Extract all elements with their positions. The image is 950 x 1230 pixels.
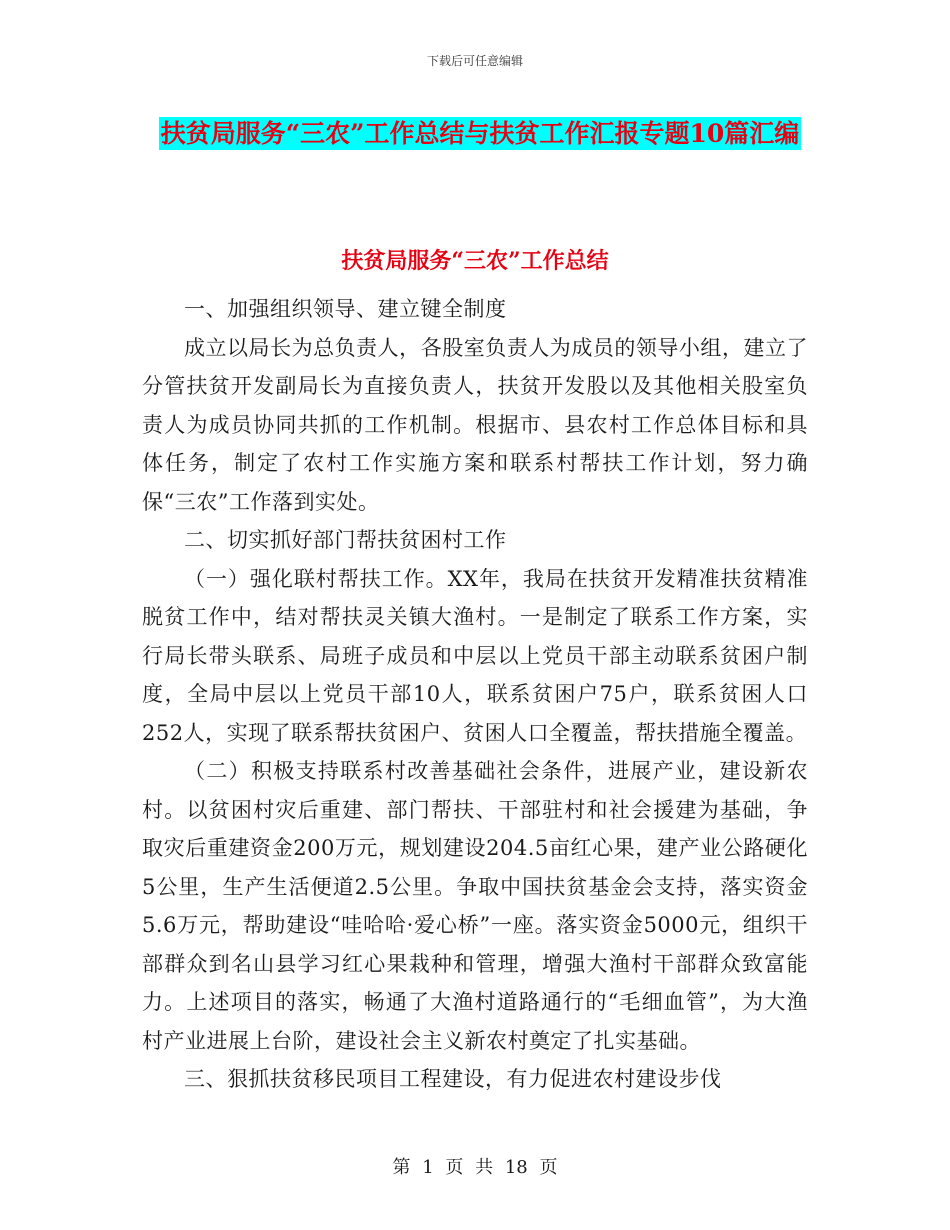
section-title: 扶贫局服务“三农”工作总结: [341, 248, 609, 274]
paragraph: 二、切实抓好部门帮扶贫困村工作: [184, 528, 507, 552]
paragraph: （二）积极支持联系村改善基础社会条件，进展产业，建设新农村。以贫困村灾后重建、部门帮扶、干部驻村和社会援建为基础，争取灾后重建资金200万元，规划建设204.5亩红心果，建产业公路硬化5公里，生产生活便道2.5公里。争取中国扶贫基金会支持，落实资金5.6万元，帮助建设“哇哈哈·爱心桥”一座。落实资金5000元，组织干部群众到名山县学习红心果栽种和管理，增强大渔村干部群众致富能力。上述项目的落实，畅通了大渔村道路通行的“毛细血管”，为大渔村产业进展上台阶，建设社会主义新农村奠定了扎实基础。: [142, 759, 808, 1053]
body-text: [142, 290, 808, 1099]
paragraph: 一、加强组织领导、建立键全制度: [184, 297, 507, 321]
document-title-text: 扶贫局服务“三农”工作总结与扶贫工作汇报专题10篇汇编: [160, 119, 800, 148]
page-number-footer: 第 1 页 共 18 页: [392, 1157, 558, 1178]
header-note: 下载后可任意编辑: [426, 54, 523, 68]
document-title: [140, 108, 820, 159]
paragraph: 三、狠抓扶贫移民项目工程建设，有力促进农村建设步伐: [184, 1067, 722, 1091]
paragraph: 成立以局长为总负责人，各股室负责人为成员的领导小组，建立了分管扶贫开发副局长为直接负责人，扶贫开发股以及其他相关股室负责人为成员协同共抓的工作机制。根据市、县农村工作总体目标和具体任务，制定了农村工作实施方案和联系村帮扶工作计划，努力确保“三农”工作落到实处。: [142, 335, 808, 514]
paragraph: （一）强化联村帮扶工作。XX年，我局在扶贫开发精准扶贫精准脱贫工作中，结对帮扶灵关镇大渔村。一是制定了联系工作方案，实行局长带头联系、局班子成员和中层以上党员干部主动联系贫困户制度，全局中层以上党员干部10人，联系贫困户75户，联系贫困人口252人，实现了联系帮扶贫困户、贫困人口全覆盖，帮扶措施全覆盖。: [142, 566, 808, 745]
